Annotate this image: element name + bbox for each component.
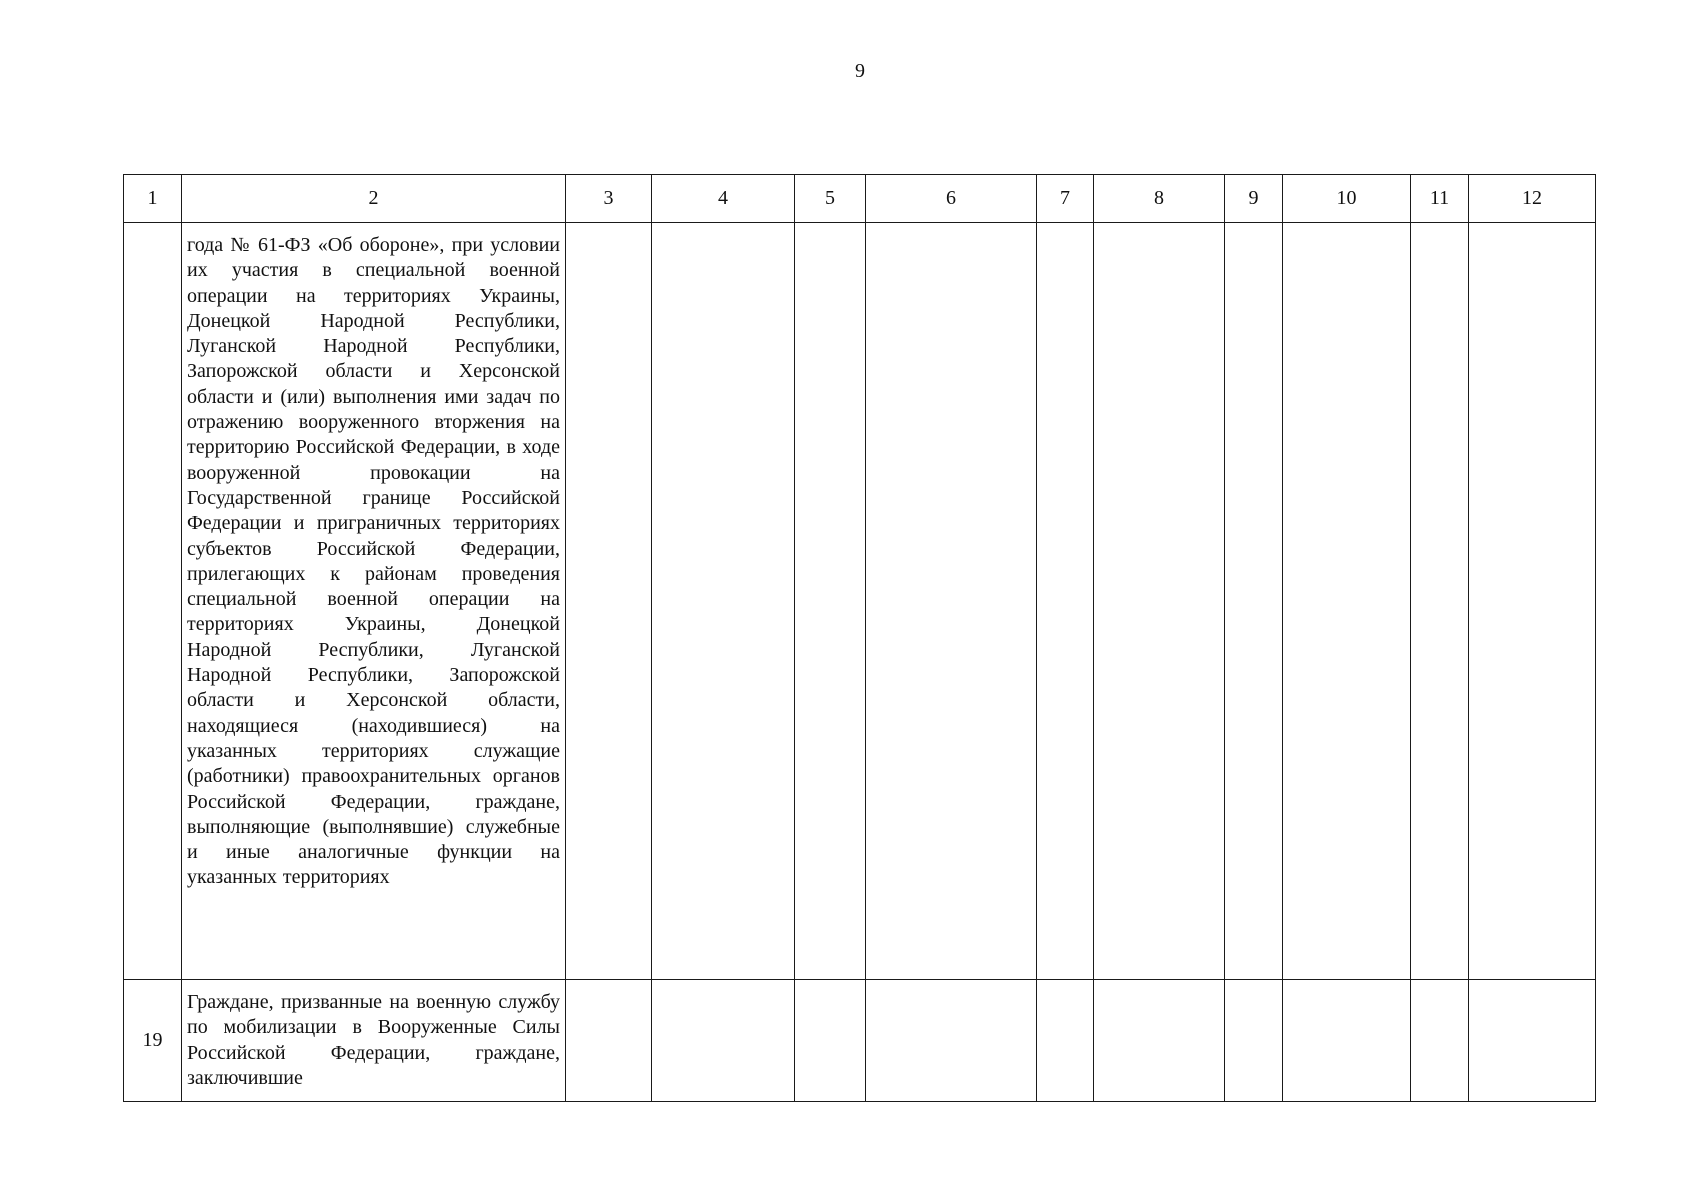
row-number xyxy=(124,223,182,980)
column-header: 6 xyxy=(866,175,1037,223)
column-header: 9 xyxy=(1225,175,1283,223)
column-header: 3 xyxy=(566,175,652,223)
empty-cell xyxy=(1283,980,1411,1102)
table-header-row xyxy=(124,175,1596,223)
document-table xyxy=(123,174,1596,1102)
empty-cell xyxy=(1037,223,1094,980)
empty-cell xyxy=(1094,980,1225,1102)
column-header: 12 xyxy=(1469,175,1596,223)
column-header: 2 xyxy=(182,175,566,223)
empty-cell xyxy=(1037,980,1094,1102)
column-header: 10 xyxy=(1283,175,1411,223)
row-description-text: Граждане, призванные на военную службу по мобилизации в Вооруженные Силы Российской Федерации, граждане, заключившие xyxy=(187,991,560,1089)
empty-cell xyxy=(1411,980,1469,1102)
empty-cell xyxy=(795,980,866,1102)
empty-cell xyxy=(652,980,795,1102)
empty-cell xyxy=(866,223,1037,980)
empty-cell xyxy=(1225,223,1283,980)
row-description-cell xyxy=(182,980,566,1102)
row-number: 19 xyxy=(124,980,182,1102)
column-header: 7 xyxy=(1037,175,1094,223)
empty-cell xyxy=(652,223,795,980)
table-row xyxy=(124,980,1596,1102)
column-header: 4 xyxy=(652,175,795,223)
empty-cell xyxy=(1469,223,1596,980)
page-number: 9 xyxy=(855,60,865,82)
empty-cell xyxy=(1469,980,1596,1102)
empty-cell xyxy=(1094,223,1225,980)
empty-cell xyxy=(795,223,866,980)
row-description-text: года № 61-ФЗ «Об обороне», при условии их участия в специальной военной операции на территориях Украины, Донецкой Народной Республики, Луганской Народной Республики, Запорожской области и Херсонской области и (или) выполнения ими задач по отражению вооруженного вторжения на территорию Российской Федерации, в ходе вооруженной провокации на Государственной границе Российской Федерации и приграничных территориях субъектов Российской Федерации, прилегающих к районам проведения специальной военной операции на территориях Украины, Донецкой Народной Республики, Луганской Народной Республики, Запорожской области и Херсонской области, находящиеся (находившиеся) на указанных территориях служащие (работники) правоохранительных органов Российской Федерации, граждане, выполняющие (выполнявшие) служебные и иные аналогичные функции на указанных территориях xyxy=(187,234,560,889)
column-header: 1 xyxy=(124,175,182,223)
column-header: 11 xyxy=(1411,175,1469,223)
table-row xyxy=(124,223,1596,980)
empty-cell xyxy=(1411,223,1469,980)
empty-cell xyxy=(866,980,1037,1102)
column-header: 8 xyxy=(1094,175,1225,223)
empty-cell xyxy=(1283,223,1411,980)
empty-cell xyxy=(566,980,652,1102)
column-header: 5 xyxy=(795,175,866,223)
empty-cell xyxy=(1225,980,1283,1102)
row-description-cell xyxy=(182,223,566,980)
empty-cell xyxy=(566,223,652,980)
